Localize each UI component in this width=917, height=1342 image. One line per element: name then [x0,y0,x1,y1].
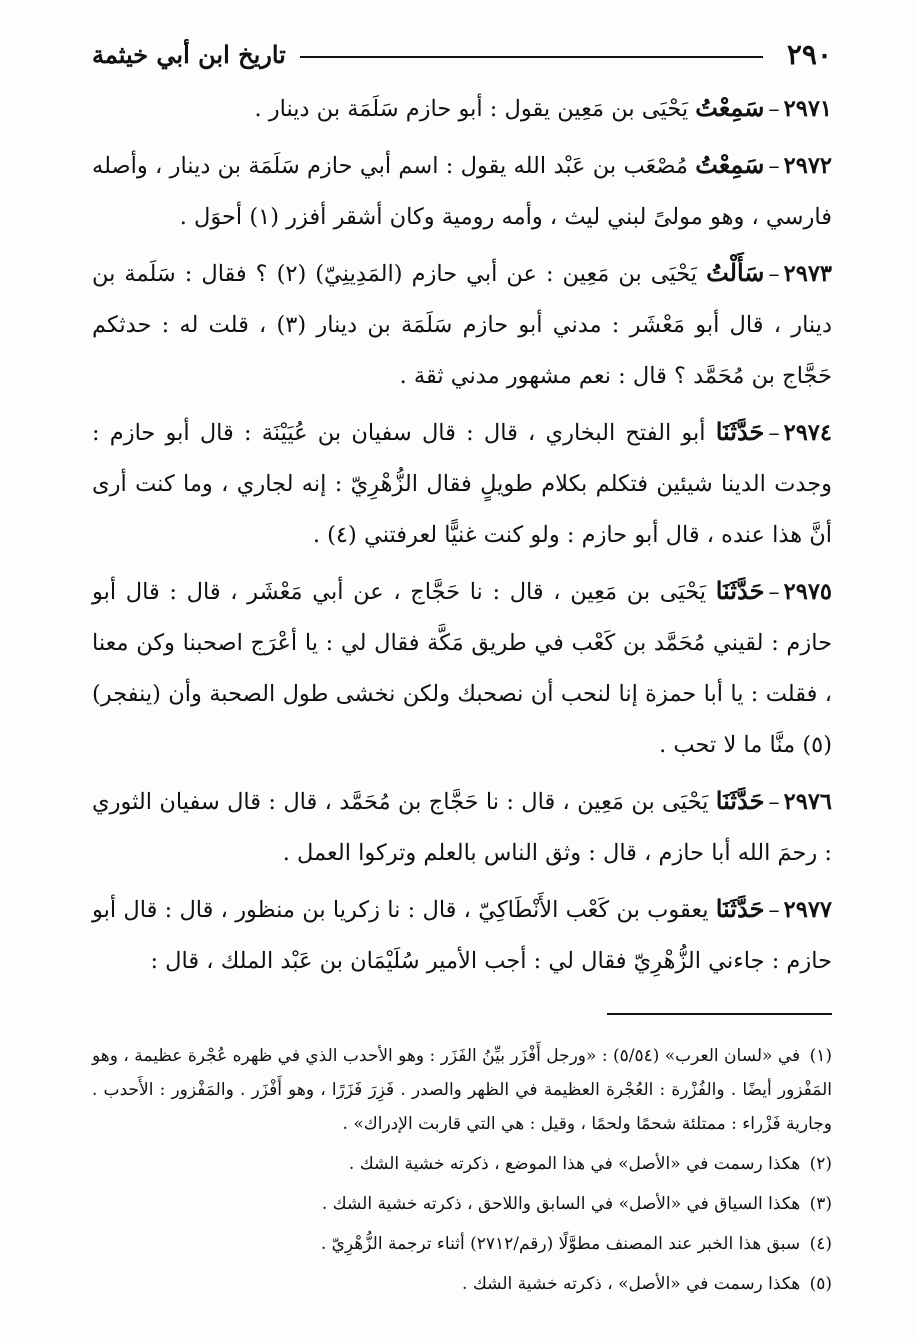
entry-text: يَحْيَى بن مَعِين ، قال : نا حَجَّاج ، عن أبي مَعْشَر ، قال : قال أبو حازم : لقيني مُحَمَّد بن كَعْب في طريق مَكَّة فقال لي : يا أعْرَج اصحبنا وكن معنا ، فقلت : يا أبا حمزة إنا لنحب أن نصحبك ولكن نخشى طول الصحبة وأن (ينفجر) (٥) منَّا ما لا تحب . [92,579,832,758]
page-number: ٢٩٠ [786,37,832,71]
entry-number: ٢٩٧١ [783,96,832,122]
footnote-text: سبق هذا الخبر عند المصنف مطوَّلًا (رقم/٢٧١٢) أثناء ترجمة الزُّهْرِيّ . [320,1234,801,1254]
main-text [92,82,832,987]
entry-dash: – [768,420,780,446]
entry-lead-word: سَمِعْتُ [695,150,765,179]
footnote-5 [92,1267,832,1301]
entry-lead-word: حَدَّثَنَا [715,417,765,446]
entry-text: يَحْيَى بن مَعِين يقول : أبو حازم سَلَمَة بن دينار . [254,96,689,122]
footnote-text: هكذا رسمت في «الأصل» ، ذكرته خشية الشك . [462,1274,801,1294]
entry-number: ٢٩٧٧ [783,897,832,923]
header-rule [300,56,763,58]
entry-number: ٢٩٧٦ [783,789,833,815]
footnotes [92,1039,832,1301]
entry-number: ٢٩٧٥ [783,579,832,605]
entry-2972 [92,139,832,243]
entry-dash: – [768,789,780,815]
entry-text: يعقوب بن كَعْب الأَنْطَاكِيّ ، قال : نا زكريا بن منظور ، قال : قال أبو حازم : جاءني الزُّهْرِيّ فقال لي : أجب الأمير سُلَيْمَان بن عَبْد الملك ، قال : [92,897,832,974]
entry-dash: – [768,897,780,923]
entry-number: ٢٩٧٤ [783,420,832,446]
page-header [92,30,832,78]
entry-number: ٢٩٧٢ [783,153,832,179]
entry-text: أبو الفتح البخاري ، قال : قال سفيان بن عُيَيْنَة : قال أبو حازم : وجدت الدينا شيئين فتكلم بكلام طويلٍ فقال الزُّهْرِيّ : إنه لجاري ، وما كنت أرى أنَّ هذا عنده ، قال أبو حازم : ولو كنت غنيًّا لعرفتني (٤) . [92,420,832,548]
footnote-number: (٣) [809,1194,832,1214]
entry-2971 [92,82,832,135]
entry-2976 [92,775,832,879]
footnote-separator [607,1013,832,1015]
entry-dash: – [768,579,780,605]
entry-lead-word: سَمِعْتُ [695,93,765,122]
entry-lead-word: حَدَّثَنَا [715,894,765,923]
footnote-text: في «لسان العرب» (٥/٥٤) : «ورجل أَفْزَر بيِّنُ الفَزَر : وهو الأحدب الذي في ظهره عُجْرة عظيمة ، وهو المَفْزور أيضًا . والفُزْرة : العُجْرة العظيمة في الظهر والصدر . فَزِرَ فَزَرًا ، وهو أَفْزَر . والمَفْزور : الأَحدب . وجارية فَزْراء : ممتلئة شحمًا ولحمًا ، وقيل : هي التي قاربت الإدراك» . [92,1046,832,1134]
entry-dash: – [768,96,780,122]
entry-text: مُصْعَب بن عَبْد الله يقول : اسم أبي حازم سَلَمَة بن دينار ، وأصله فارسي ، وهو مولىً لبني ليث ، وأمه رومية وكان أشقر أفزر (١) أحوَل . [92,153,832,230]
entry-number: ٢٩٧٣ [783,261,832,287]
footnote-1 [92,1039,832,1141]
entry-lead-word: حَدَّثَنَا [715,576,765,605]
entry-dash: – [768,153,780,179]
footnote-number: (٥) [809,1274,832,1294]
entry-lead-word: حَدَّثَنَا [715,786,765,815]
footnote-number: (١) [809,1046,832,1066]
footnote-number: (٤) [809,1234,832,1254]
book-title: تاريخ ابن أبي خيثمة [92,39,286,69]
entry-2975 [92,565,832,771]
entry-2974 [92,406,832,561]
footnote-3 [92,1187,832,1221]
footnote-2 [92,1147,832,1181]
entry-2977 [92,883,832,987]
entry-2973 [92,247,832,402]
entry-text: يَحْيَى بن مَعِين : عن أبي حازم (المَدِينِيّ) (٢) ؟ فقال : سَلَمة بن دينار ، قال أبو مَعْشَر : مدني أبو حازم سَلَمَة بن دينار (٣) ، قلت له : حدثكم حَجَّاج بن مُحَمَّد ؟ قال : نعم مشهور مدني ثقة . [92,261,832,389]
footnote-number: (٢) [809,1154,832,1174]
entry-lead-word: سَأَلْتُ [706,258,765,287]
footnote-text: هكذا السياق في «الأصل» في السابق واللاحق ، ذكرته خشية الشك . [321,1194,801,1214]
entry-dash: – [768,261,780,287]
footnote-text: هكذا رسمت في «الأصل» في هذا الموضع ، ذكرته خشية الشك . [348,1154,801,1174]
footnote-4 [92,1227,832,1261]
entry-text: يَحْيَى بن مَعِين ، قال : نا حَجَّاج بن مُحَمَّد ، قال : قال سفيان الثوري : رحمَ الله أبا حازم ، قال : وثق الناس بالعلم وتركوا العمل . [92,789,832,866]
